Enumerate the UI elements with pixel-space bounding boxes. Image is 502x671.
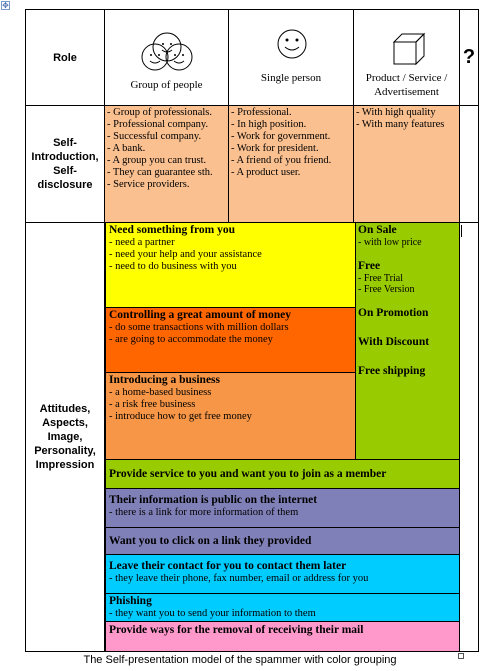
need-something-title: Need something from you <box>109 224 235 236</box>
free-sub: - Free Version <box>358 284 415 295</box>
list-item: - A product user. <box>231 167 301 178</box>
click-link-title: Want you to click on a link they provided <box>109 534 312 547</box>
self-introduction-label: Self-Introduction, Self-disclosure <box>31 137 99 191</box>
self-introduction-label-cell <box>25 105 105 223</box>
promotion-label: On Promotion <box>358 307 429 319</box>
list-item: - A friend of you friend. <box>231 155 332 166</box>
need-item: - need your help and your assistance <box>109 249 262 260</box>
discount-label: With Discount <box>358 336 430 348</box>
smiley-face-icon <box>276 28 308 60</box>
leave-contact-item: - they leave their phone, fax number, email or address for you <box>109 573 369 584</box>
business-item: - a risk free business <box>109 399 196 410</box>
group-of-people-header-cell <box>104 9 229 106</box>
list-item: - Service providers. <box>107 179 190 190</box>
free-sub: - Free Trial <box>358 273 403 284</box>
list-item: - With high quality <box>356 107 436 118</box>
list-item: - Professional. <box>231 107 292 118</box>
money-item: - do some transactions with million dollars <box>109 322 289 333</box>
single-person-label: Single person <box>260 72 322 84</box>
product-label: Product / Service / Advertisement <box>365 72 448 98</box>
group-of-people-icon <box>141 30 193 72</box>
offers-block <box>355 222 460 460</box>
business-item: - a home-based business <box>109 387 212 398</box>
public-info-item: - there is a link for more information of them <box>109 507 299 518</box>
role-header-cell <box>25 9 105 106</box>
list-item: - Work for government. <box>231 131 331 142</box>
introducing-business-title: Introducing a business <box>109 374 220 386</box>
table-resize-handle[interactable] <box>458 653 464 659</box>
removal-title: Provide ways for the removal of receiving their mail <box>109 624 364 636</box>
text-cursor <box>461 225 462 237</box>
need-something-block <box>105 222 356 308</box>
free-label: Free <box>358 260 381 272</box>
public-info-block <box>105 488 460 528</box>
group-of-people-label: Group of people <box>130 79 203 91</box>
provide-service-block <box>105 459 460 489</box>
removal-block <box>105 621 460 652</box>
provide-service-title: Provide service to you and want you to join as a member <box>109 467 387 480</box>
introducing-business-block <box>105 372 356 460</box>
need-item: - need to do business with you <box>109 261 237 272</box>
table-move-handle-icon[interactable]: ✥ <box>2 1 9 10</box>
phishing-block <box>105 593 460 622</box>
list-item: - A bank. <box>107 143 146 154</box>
role-header-label: Role <box>53 51 77 64</box>
product-self-intro-list <box>356 107 457 131</box>
phishing-title: Phishing <box>109 595 152 607</box>
leave-contact-title: Leave their contact for you to contact them later <box>109 560 347 572</box>
money-item: - are going to accommodate the money <box>109 334 273 345</box>
product-self-intro-cell <box>353 105 460 223</box>
list-item: - In high position. <box>231 119 307 130</box>
controlling-money-title: Controlling a great amount of money <box>109 309 291 321</box>
need-item: - need a partner <box>109 237 175 248</box>
single-self-intro-list <box>231 107 351 179</box>
public-info-title: Their information is public on the internet <box>109 494 318 506</box>
leave-contact-block <box>105 554 460 594</box>
list-item: - Group of professionals. <box>107 107 212 118</box>
unknown-self-intro-cell <box>459 105 479 223</box>
list-item: - Successful company. <box>107 131 202 142</box>
unknown-attitudes-cell <box>459 222 479 652</box>
click-link-block <box>105 527 460 555</box>
attitudes-label-cell <box>25 222 105 652</box>
single-self-intro-cell <box>228 105 354 223</box>
group-self-intro-list <box>107 107 226 191</box>
figure-caption: The Self-presentation model of the spammer with color grouping <box>83 654 397 666</box>
free-shipping-label: Free shipping <box>358 365 426 377</box>
controlling-money-block <box>105 307 356 373</box>
attitudes-label: Attitudes, Aspects, Image, Personality, Impression <box>34 403 96 471</box>
list-item: - A group you can trust. <box>107 155 207 166</box>
list-item: - Professional company. <box>107 119 209 130</box>
product-box-icon <box>392 32 426 66</box>
business-item: - introduce how to get free money <box>109 411 252 422</box>
product-header-cell <box>353 9 460 106</box>
unknown-header-cell <box>459 9 479 106</box>
list-item: - With many features <box>356 119 445 130</box>
single-person-header-cell <box>228 9 354 106</box>
on-sale-sub: - with low price <box>358 237 422 248</box>
on-sale-label: On Sale <box>358 224 397 236</box>
list-item: - They can guarantee sth. <box>107 167 213 178</box>
group-self-intro-cell <box>104 105 229 223</box>
question-mark-icon: ? <box>462 46 476 68</box>
list-item: - Work for president. <box>231 143 319 154</box>
phishing-item: - they want you to send your information to them <box>109 608 316 619</box>
